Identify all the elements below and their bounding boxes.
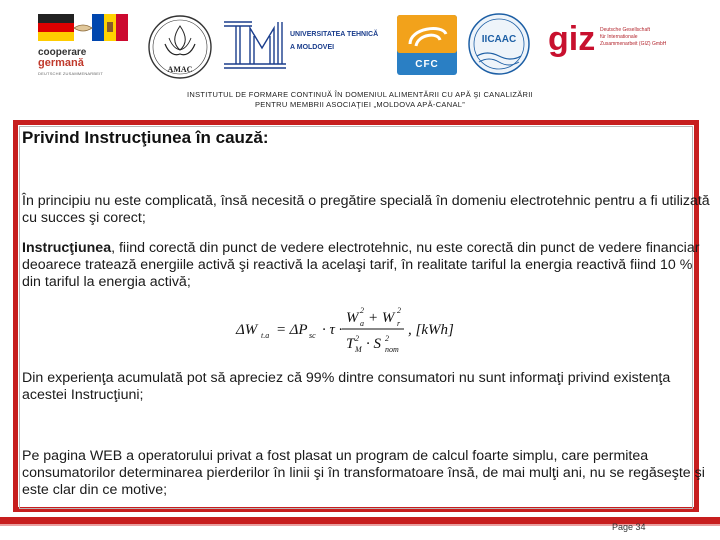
giz-line3: Zusammenarbeit (GIZ) GmbH <box>600 41 667 47</box>
formula-graphic <box>232 298 454 360</box>
paragraph-4: Pe pagina WEB a operatorului privat a fost plasat un program de calcul foarte simplu, care permitea consumatorilor determinarea pierderilor în linii şi în transformatoare însă, de mai mulţi ani, nu se regăseşte şi este clar din ce motive; <box>22 448 705 498</box>
svg-text:r: r <box>397 319 401 328</box>
svg-text:2: 2 <box>385 334 389 343</box>
svg-text:2: 2 <box>355 334 359 343</box>
flags-icon <box>38 8 128 46</box>
paragraph-3: Din experienţa acumulată pot să apreciez că 99% dintre consumatori nu sunt informaţi privind existenţa acestei Instrucţiuni; <box>22 370 671 403</box>
paragraph-2 <box>22 240 712 291</box>
giz-logo <box>548 20 688 80</box>
coop-line3: DEUTSCHE ZUSAMMENARBEIT <box>38 71 104 76</box>
svg-text:· S: · S <box>366 336 381 352</box>
paragraph-1: În principiu nu este complicată, însă necesită o pregătire specială în domeniu electrotehnic pentru a fi utilizată cu succes şi corect; <box>22 193 710 226</box>
svg-text:M: M <box>355 345 362 354</box>
svg-text:T: T <box>346 336 355 352</box>
svg-text:nom: nom <box>385 345 399 354</box>
giz-line2: für Internationale <box>600 34 638 40</box>
coop-line1: cooperare <box>38 47 87 58</box>
institute-line2: PENTRU MEMBRII ASOCIAŢIEI „MOLDOVA APĂ-CANAL” <box>254 100 466 109</box>
giz-wordmark: giz <box>548 20 596 58</box>
svg-text:2: 2 <box>360 306 364 315</box>
coop-line2: germană <box>38 57 84 69</box>
svg-text:sc: sc <box>309 331 316 340</box>
svg-text:2: 2 <box>397 306 401 315</box>
paragraph-2-lead: Instrucţiunea <box>22 240 112 256</box>
cooperare-germana-logo <box>8 8 128 80</box>
cfc-logo <box>396 14 458 76</box>
utm-logo <box>222 16 387 70</box>
svg-text:, [kWh]: , [kWh] <box>408 322 454 338</box>
loss-formula <box>232 298 454 360</box>
utm-monogram-icon <box>222 16 288 70</box>
svg-text:W: W <box>346 310 359 326</box>
institute-line1: INSTITUTUL DE FORMARE CONTINUĂ ÎN DOMENIUL ALIMENTĂRII CU APĂ ŞI CANALIZĂRII <box>186 90 534 99</box>
svg-text:= ΔP: = ΔP <box>276 322 308 338</box>
giz-line1: Deutsche Gesellschaft <box>600 27 651 33</box>
utm-line1: UNIVERSITATEA TEHNICĂ <box>290 31 379 38</box>
institute-heading <box>0 90 720 110</box>
iicaac-label: IICAAC <box>481 34 517 45</box>
page-number: Page 34 <box>612 522 646 532</box>
utm-line2: A MOLDOVEI <box>290 44 335 51</box>
svg-text:ΔW: ΔW <box>236 322 258 338</box>
slide-title: Privind Instrucţiunea în cauză: <box>22 128 269 147</box>
amac-logo <box>145 14 215 80</box>
amac-label: AMAC <box>167 65 193 74</box>
svg-text:+ W: + W <box>368 310 395 326</box>
iicaac-logo <box>467 12 531 76</box>
svg-text:t.a: t.a <box>261 331 270 340</box>
svg-text:a: a <box>360 319 364 328</box>
paragraph-2-rest: , fiind corectă din punct de vedere electrotehnic, nu este corectă din punct de vedere financiar deoarece tratează energiile activă şi reactivă la acelaşi tarif, în realitate tariful la energia reactivă fiind 10 % din tariful la energia activă; <box>22 240 700 290</box>
svg-text:· τ ·: · τ · <box>322 322 343 338</box>
cfc-label: CFC <box>415 59 439 70</box>
header-logos <box>0 0 720 88</box>
